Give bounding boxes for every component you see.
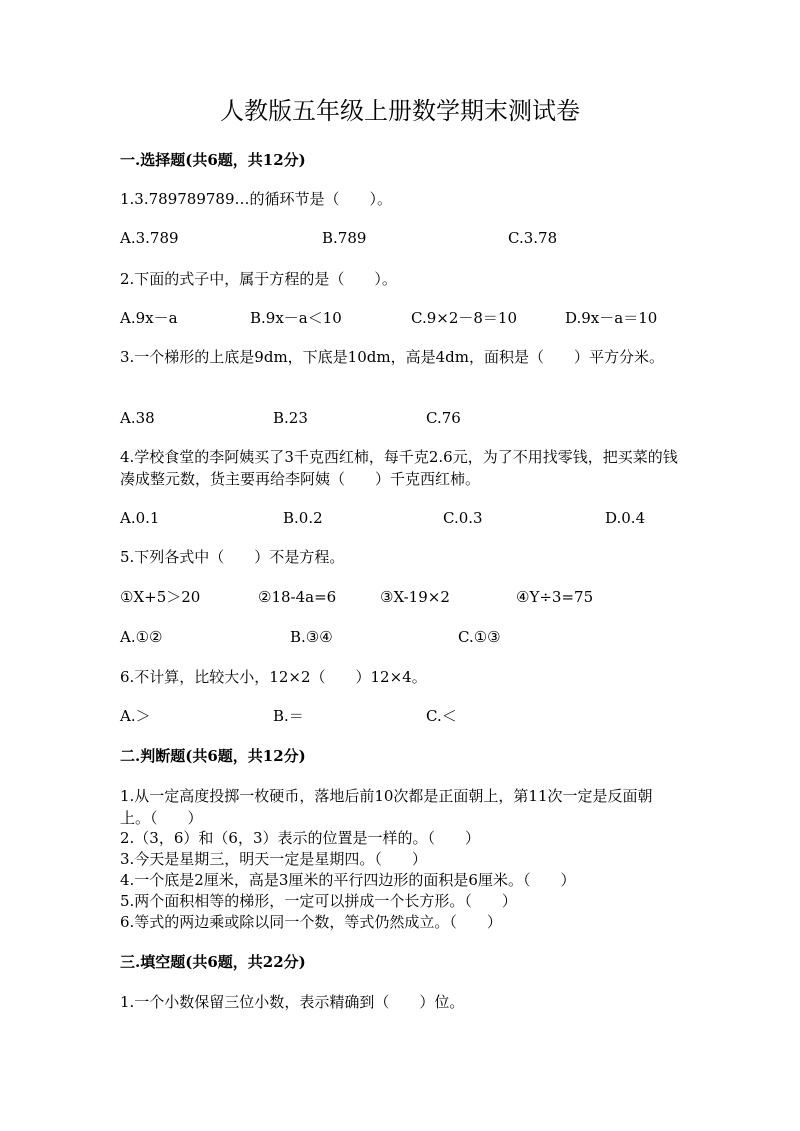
option-c: C.9×2－8＝10 bbox=[411, 309, 517, 327]
judgement-question-1: 1.从一定高度投掷一枚硬币，落地后前10次都是正面朝上，第11次一定是反面朝上。（ ） bbox=[120, 787, 653, 827]
option-d: D.9x－a＝10 bbox=[565, 309, 658, 327]
expression-item-4: ④Y÷3=75 bbox=[516, 588, 594, 606]
option-c: C.76 bbox=[426, 409, 461, 427]
judgement-question-2: 2.（3，6）和（6，3）表示的位置是一样的。（ ） bbox=[120, 829, 480, 847]
option-c: C.①③ bbox=[458, 628, 501, 646]
section-heading-judgement: 二.判断题(共6题，共12分) bbox=[120, 747, 306, 765]
choice-question-2: 2.下面的式子中，属于方程的是（ ）。 bbox=[120, 270, 397, 288]
judgement-question-5: 5.两个面积相等的梯形，一定可以拼成一个长方形。（ ） bbox=[120, 892, 517, 910]
option-a: A.①② bbox=[120, 628, 163, 646]
option-a: A.38 bbox=[120, 409, 155, 427]
option-d: D.0.4 bbox=[605, 509, 646, 527]
section-heading-choice: 一.选择题(共6题，共12分) bbox=[120, 151, 306, 169]
option-b: B.＝ bbox=[273, 707, 304, 725]
fill-blank-question-1: 1.一个小数保留三位小数，表示精确到（ ）位。 bbox=[120, 993, 465, 1011]
page-title: 人教版五年级上册数学期末测试卷 bbox=[220, 97, 580, 125]
judgement-question-6: 6.等式的两边乘或除以同一个数，等式仍然成立。（ ） bbox=[120, 913, 502, 931]
option-b: B.789 bbox=[322, 229, 367, 247]
section-heading-fill-blank: 三.填空题(共6题，共22分) bbox=[120, 953, 306, 971]
judgement-question-3: 3.今天是星期三，明天一定是星期四。（ ） bbox=[120, 850, 427, 868]
option-a: A.3.789 bbox=[120, 229, 179, 247]
option-c: C.0.3 bbox=[443, 509, 483, 527]
choice-question-4: 4.学校食堂的李阿姨买了3千克西红柿，每千克2.6元，为了不用找零钱，把买菜的钱凑成整元数，货主要再给李阿姨（ ）千克西红柿。 bbox=[120, 448, 678, 488]
judgement-question-4: 4.一个底是2厘米，高是3厘米的平行四边形的面积是6厘米。（ ） bbox=[120, 871, 576, 889]
option-b: B.0.2 bbox=[283, 509, 323, 527]
option-a: A.＞ bbox=[120, 707, 151, 725]
expression-item-1: ①X+5＞20 bbox=[120, 588, 201, 606]
option-c: C.3.78 bbox=[508, 229, 558, 247]
choice-question-6: 6.不计算，比较大小，12×2（ ）12×4。 bbox=[120, 668, 427, 686]
expression-item-3: ③X-19×2 bbox=[380, 588, 450, 606]
option-b: B.③④ bbox=[290, 628, 333, 646]
expression-item-2: ②18-4a=6 bbox=[258, 588, 337, 606]
choice-question-3: 3.一个梯形的上底是9dm，下底是10dm，高是4dm，面积是（ ）平方分米。 bbox=[120, 348, 664, 366]
option-b: B.9x－a＜10 bbox=[250, 309, 342, 327]
option-c: C.＜ bbox=[426, 707, 457, 725]
choice-question-1: 1.3.789789789…的循环节是（ ）。 bbox=[120, 190, 393, 208]
option-a: A.9x－a bbox=[120, 309, 178, 327]
choice-question-5: 5.下列各式中（ ）不是方程。 bbox=[120, 548, 345, 566]
option-b: B.23 bbox=[273, 409, 308, 427]
option-a: A.0.1 bbox=[120, 509, 160, 527]
